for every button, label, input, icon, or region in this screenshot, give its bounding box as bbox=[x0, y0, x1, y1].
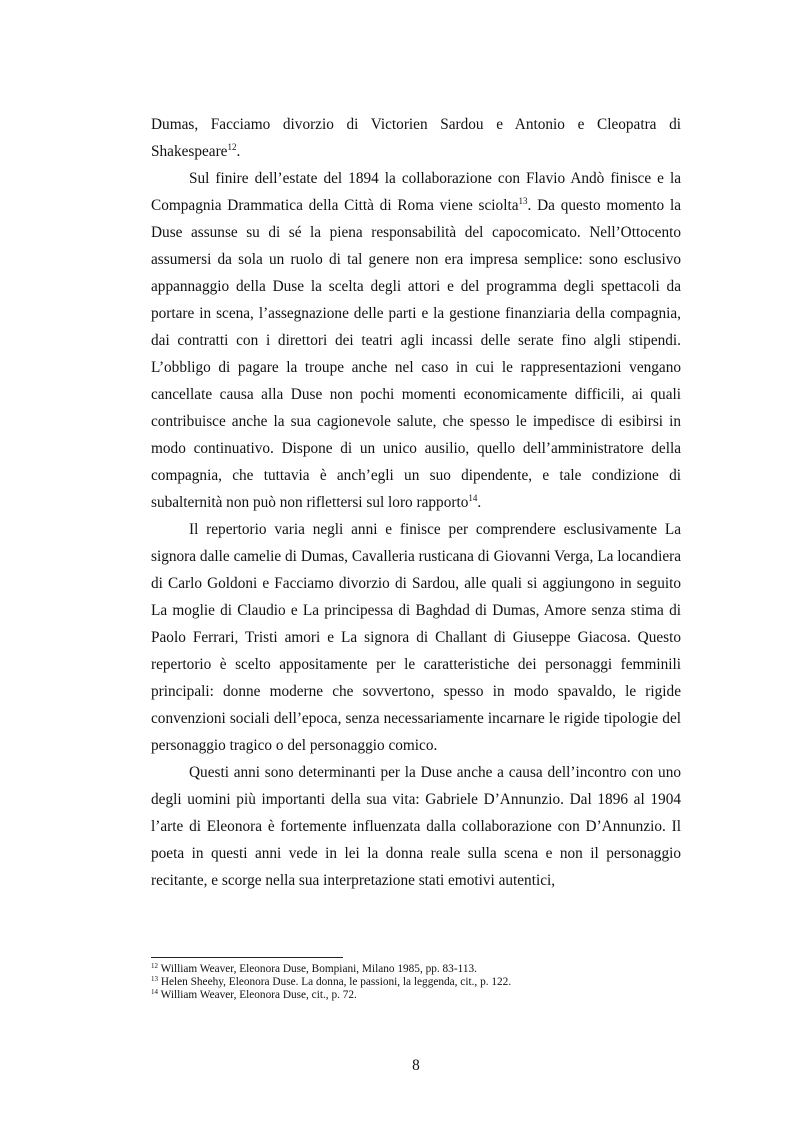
paragraph-text: . bbox=[477, 494, 482, 511]
paragraph-text: . bbox=[236, 143, 241, 160]
paragraph-text: Sul finire dell’estate del 1894 la collaborazione con Flavio Andò finisce e la Compagnia Drammatica della Città di Roma viene sciolta bbox=[151, 170, 681, 214]
paragraph-text: Dumas, Facciamo divorzio di Victorien Sardou e Antonio e Cleopatra di Shakespeare bbox=[151, 116, 681, 160]
footnotes bbox=[151, 963, 691, 1002]
footnote bbox=[151, 976, 691, 989]
footnote bbox=[151, 989, 691, 1002]
footnote-text: Helen Sheehy, Eleonora Duse. La donna, le passioni, la leggenda, cit., p. 122. bbox=[160, 976, 512, 988]
footnote-reference: 12 bbox=[227, 142, 237, 152]
body-text bbox=[151, 111, 681, 894]
paragraph-text: . Da questo momento la Duse assunse su di sé la piena responsabilità del capocomicato. Nell’Ottocento assumersi da sola un ruolo di tal genere non era impresa semplice: sono esclusivo appannaggio della Duse la scelta degli attori e del programma degli spettacoli da portare in scena, l’assegnazione delle parti e la gestione finanziaria della compagnia, dai contratti con i direttori dei teatri agli incassi delle serate fino algli stipendi. L’obbligo di pagare la troupe anche nel caso in cui le rappresentazioni vengano cancellate causa alla Duse non pochi momenti economicamente difficili, ai quali contribuisce anche la sua cagionevole salute, che spesso le impedisce di esibirsi in modo continuativo. Dispone di un unico ausilio, quello dell’amministratore della compagnia, che tuttavia è anch’egli un suo dipendente, e tale condizione di subalternità non può non riflettersi sul loro rapporto bbox=[151, 197, 682, 511]
paragraph bbox=[151, 759, 681, 894]
footnote-reference: 14 bbox=[468, 493, 478, 503]
paragraph bbox=[151, 516, 681, 759]
paragraph-text: Questi anni sono determinanti per la Duse anche a causa dell’incontro con uno degli uomini più importanti della sua vita: Gabriele D’Annunzio. Dal 1896 al 1904 l’arte di Eleonora è fortemente influenzata dalla collaborazione con D’Annunzio. Il poeta in questi anni vede in lei la donna reale sulla scena e non il personaggio recitante, e scorge nella sua interpretazione stati emotivi autentici, bbox=[151, 764, 681, 889]
paragraph bbox=[151, 165, 681, 516]
page-number: 8 bbox=[412, 1057, 420, 1074]
footnote-reference: 13 bbox=[518, 196, 528, 206]
paragraph-text: Il repertorio varia negli anni e finisce per comprendere esclusivamente La signora dalle camelie di Dumas, Cavalleria rusticana di Giovanni Verga, La locandiera di Carlo Goldoni e Facciamo divorzio di Sardou, alle quali si aggiungono in seguito La moglie di Claudio e La principessa di Baghdad di Dumas, Amore senza stima di Paolo Ferrari, Tristi amori e La signora di Challant di Giuseppe Giacosa. Questo repertorio è scelto appositamente per le caratteristiche dei personaggi femminili principali: donne moderne che sovvertono, spesso in modo spavaldo, le rigide convenzioni sociali dell’epoca, senza necessariamente incarnare le rigide tipologie del personaggio tragico o del personaggio comico. bbox=[151, 521, 681, 754]
footnote-number: 14 bbox=[151, 988, 158, 996]
paragraph bbox=[151, 111, 681, 165]
footnote-number: 12 bbox=[151, 962, 158, 970]
footnote-text: William Weaver, Eleonora Duse, Bompiani, Milano 1985, pp. 83-113. bbox=[160, 963, 477, 975]
footnote-divider bbox=[151, 957, 343, 958]
footnote-text: William Weaver, Eleonora Duse, cit., p. 72. bbox=[160, 989, 357, 1001]
footnote bbox=[151, 963, 691, 976]
footnote-number: 13 bbox=[151, 975, 158, 983]
